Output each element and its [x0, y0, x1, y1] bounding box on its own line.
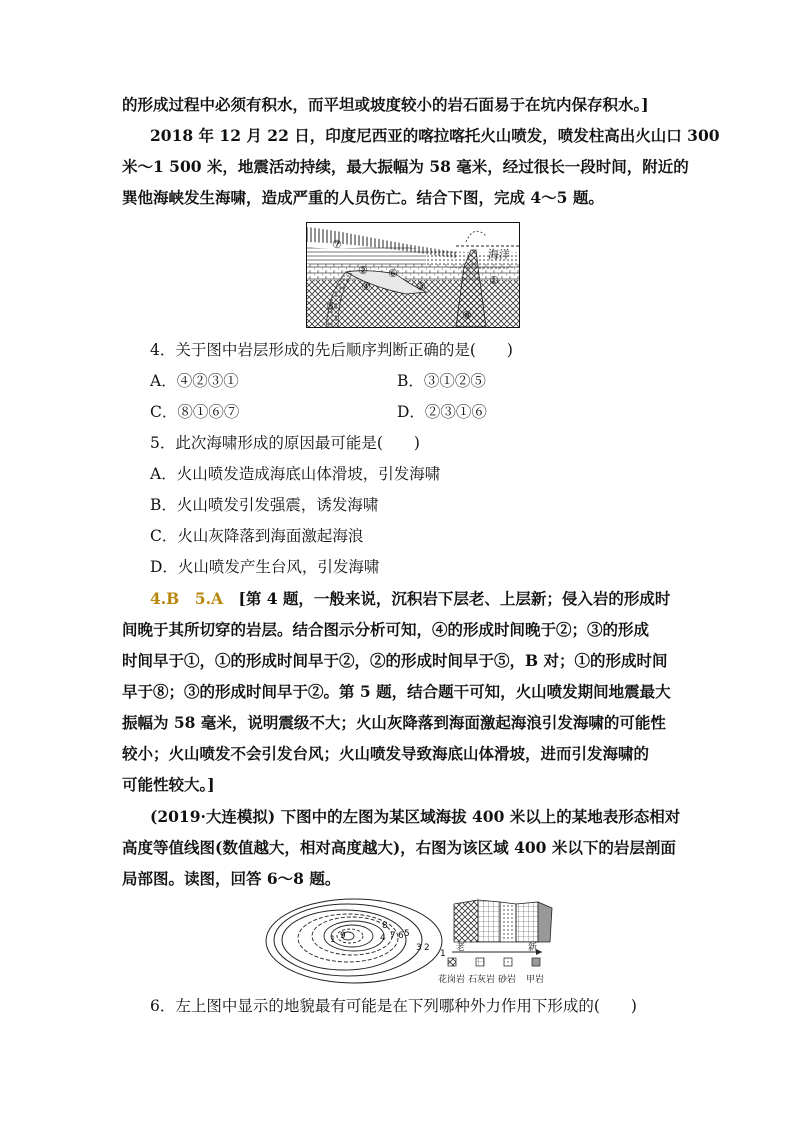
svg-text:4: 4 — [380, 933, 386, 943]
svg-text:5: 5 — [404, 929, 410, 939]
answer-line: 早于⑧；③的形成时间早于②。第 5 题，结合题干可知，火山喷发期间地震最大 — [122, 682, 671, 701]
svg-text:⑧: ⑧ — [462, 309, 472, 322]
paragraph-line: 米～1 500 米，地震活动持续，最大振幅为 58 毫米，经过很长一段时间，附近的 — [122, 157, 689, 176]
svg-text:1: 1 — [330, 935, 336, 945]
q5-option-b: B．火山喷发引发强震，诱发海啸 — [150, 496, 379, 514]
svg-text:⑤: ⑤ — [326, 300, 336, 313]
svg-text:花岗岩: 花岗岩 — [438, 975, 466, 985]
ocean-label: 海洋 — [488, 248, 510, 261]
paragraph-line: (2019·大连模拟) 下图中的左图为某区域海拔 400 米以上的某地表形态相对 — [150, 807, 681, 826]
svg-text:③: ③ — [416, 280, 426, 293]
q4-option-c: C．⑧①⑥⑦ — [150, 403, 240, 421]
svg-text:3: 3 — [416, 943, 422, 953]
cross-section-figure — [306, 222, 520, 332]
svg-text:石灰岩: 石灰岩 — [468, 975, 496, 985]
svg-text:8: 8 — [382, 921, 388, 931]
q5-option-c: C．火山灰降落到海面激起海浪 — [150, 527, 364, 545]
svg-text:①: ① — [489, 274, 499, 287]
q4-option-b: B．③①②⑤ — [397, 372, 486, 390]
paragraph-line: 巽他海峡发生海啸，造成严重的人员伤亡。结合下图，完成 4～5 题。 — [122, 188, 604, 207]
q4-option-d: D．②③①⑥ — [397, 403, 487, 421]
svg-text:新: 新 — [528, 943, 538, 953]
answer-line: 间晚于其所切穿的岩层。结合图示分析可知，④的形成时间晚于②；③的形成 — [122, 620, 650, 639]
svg-text:老: 老 — [456, 943, 466, 953]
q5-option-d: D．火山喷发产生台风，引发海啸 — [150, 558, 380, 576]
answer-key: 4.B 5.A — [150, 589, 223, 608]
contour-map-figure — [264, 896, 444, 990]
paragraph-continuation: 的形成过程中必须有积水，而平坦或坡度较小的岩石面易于在坑内保存积水。] — [122, 95, 649, 114]
svg-text:2: 2 — [424, 943, 430, 953]
answer-line-1: 4.B 5.A [第 4 题，一般来说，沉积岩下层老、上层新；侵入岩的形成时 — [150, 589, 671, 608]
svg-text:1: 1 — [440, 949, 446, 959]
answer-line: 较小；火山喷发不会引发台风；火山喷发导致海底山体滑坡，进而引发海啸的 — [122, 744, 650, 763]
svg-text:②: ② — [358, 264, 368, 277]
svg-text:9: 9 — [340, 931, 346, 941]
question-5-stem: 5．此次海啸形成的原因最可能是( ) — [150, 434, 420, 452]
answer-line: 可能性较大。] — [122, 775, 215, 794]
paragraph-line: 2018 年 12 月 22 日，印度尼西亚的喀拉喀托火山喷发，喷发柱高出火山口 300 — [150, 126, 720, 145]
q5-option-a: A．火山喷发造成海底山体滑坡，引发海啸 — [150, 465, 441, 483]
svg-text:6: 6 — [398, 931, 404, 941]
svg-text:⑥: ⑥ — [388, 267, 398, 280]
paragraph-line: 局部图。读图，回答 6～8 题。 — [122, 869, 341, 888]
question-4-stem: 4．关于图中岩层形成的先后顺序判断正确的是( ) — [150, 341, 513, 359]
paragraph-line: 高度等值线图(数值越大，相对高度越大)，右图为该区域 400 米以下的岩层剖面 — [122, 838, 676, 857]
svg-text:⑦: ⑦ — [332, 238, 342, 251]
answer-line: 时间早于①，①的形成时间早于②，②的形成时间早于⑤，B 对；①的形成时间 — [122, 651, 668, 670]
svg-text:④: ④ — [361, 280, 371, 293]
q4-option-a: A．④②③① — [150, 372, 239, 390]
rock-profile-figure — [438, 896, 562, 992]
answer-line: 振幅为 58 毫米，说明震级不大；火山灰降落到海面激起海浪引发海啸的可能性 — [122, 713, 666, 732]
svg-text:砂岩: 砂岩 — [498, 975, 517, 985]
question-6-stem: 6．左上图中显示的地貌最有可能是在下列哪种外力作用下形成的( ) — [150, 997, 637, 1015]
svg-text:7: 7 — [390, 931, 396, 941]
svg-text:甲岩: 甲岩 — [526, 975, 545, 985]
